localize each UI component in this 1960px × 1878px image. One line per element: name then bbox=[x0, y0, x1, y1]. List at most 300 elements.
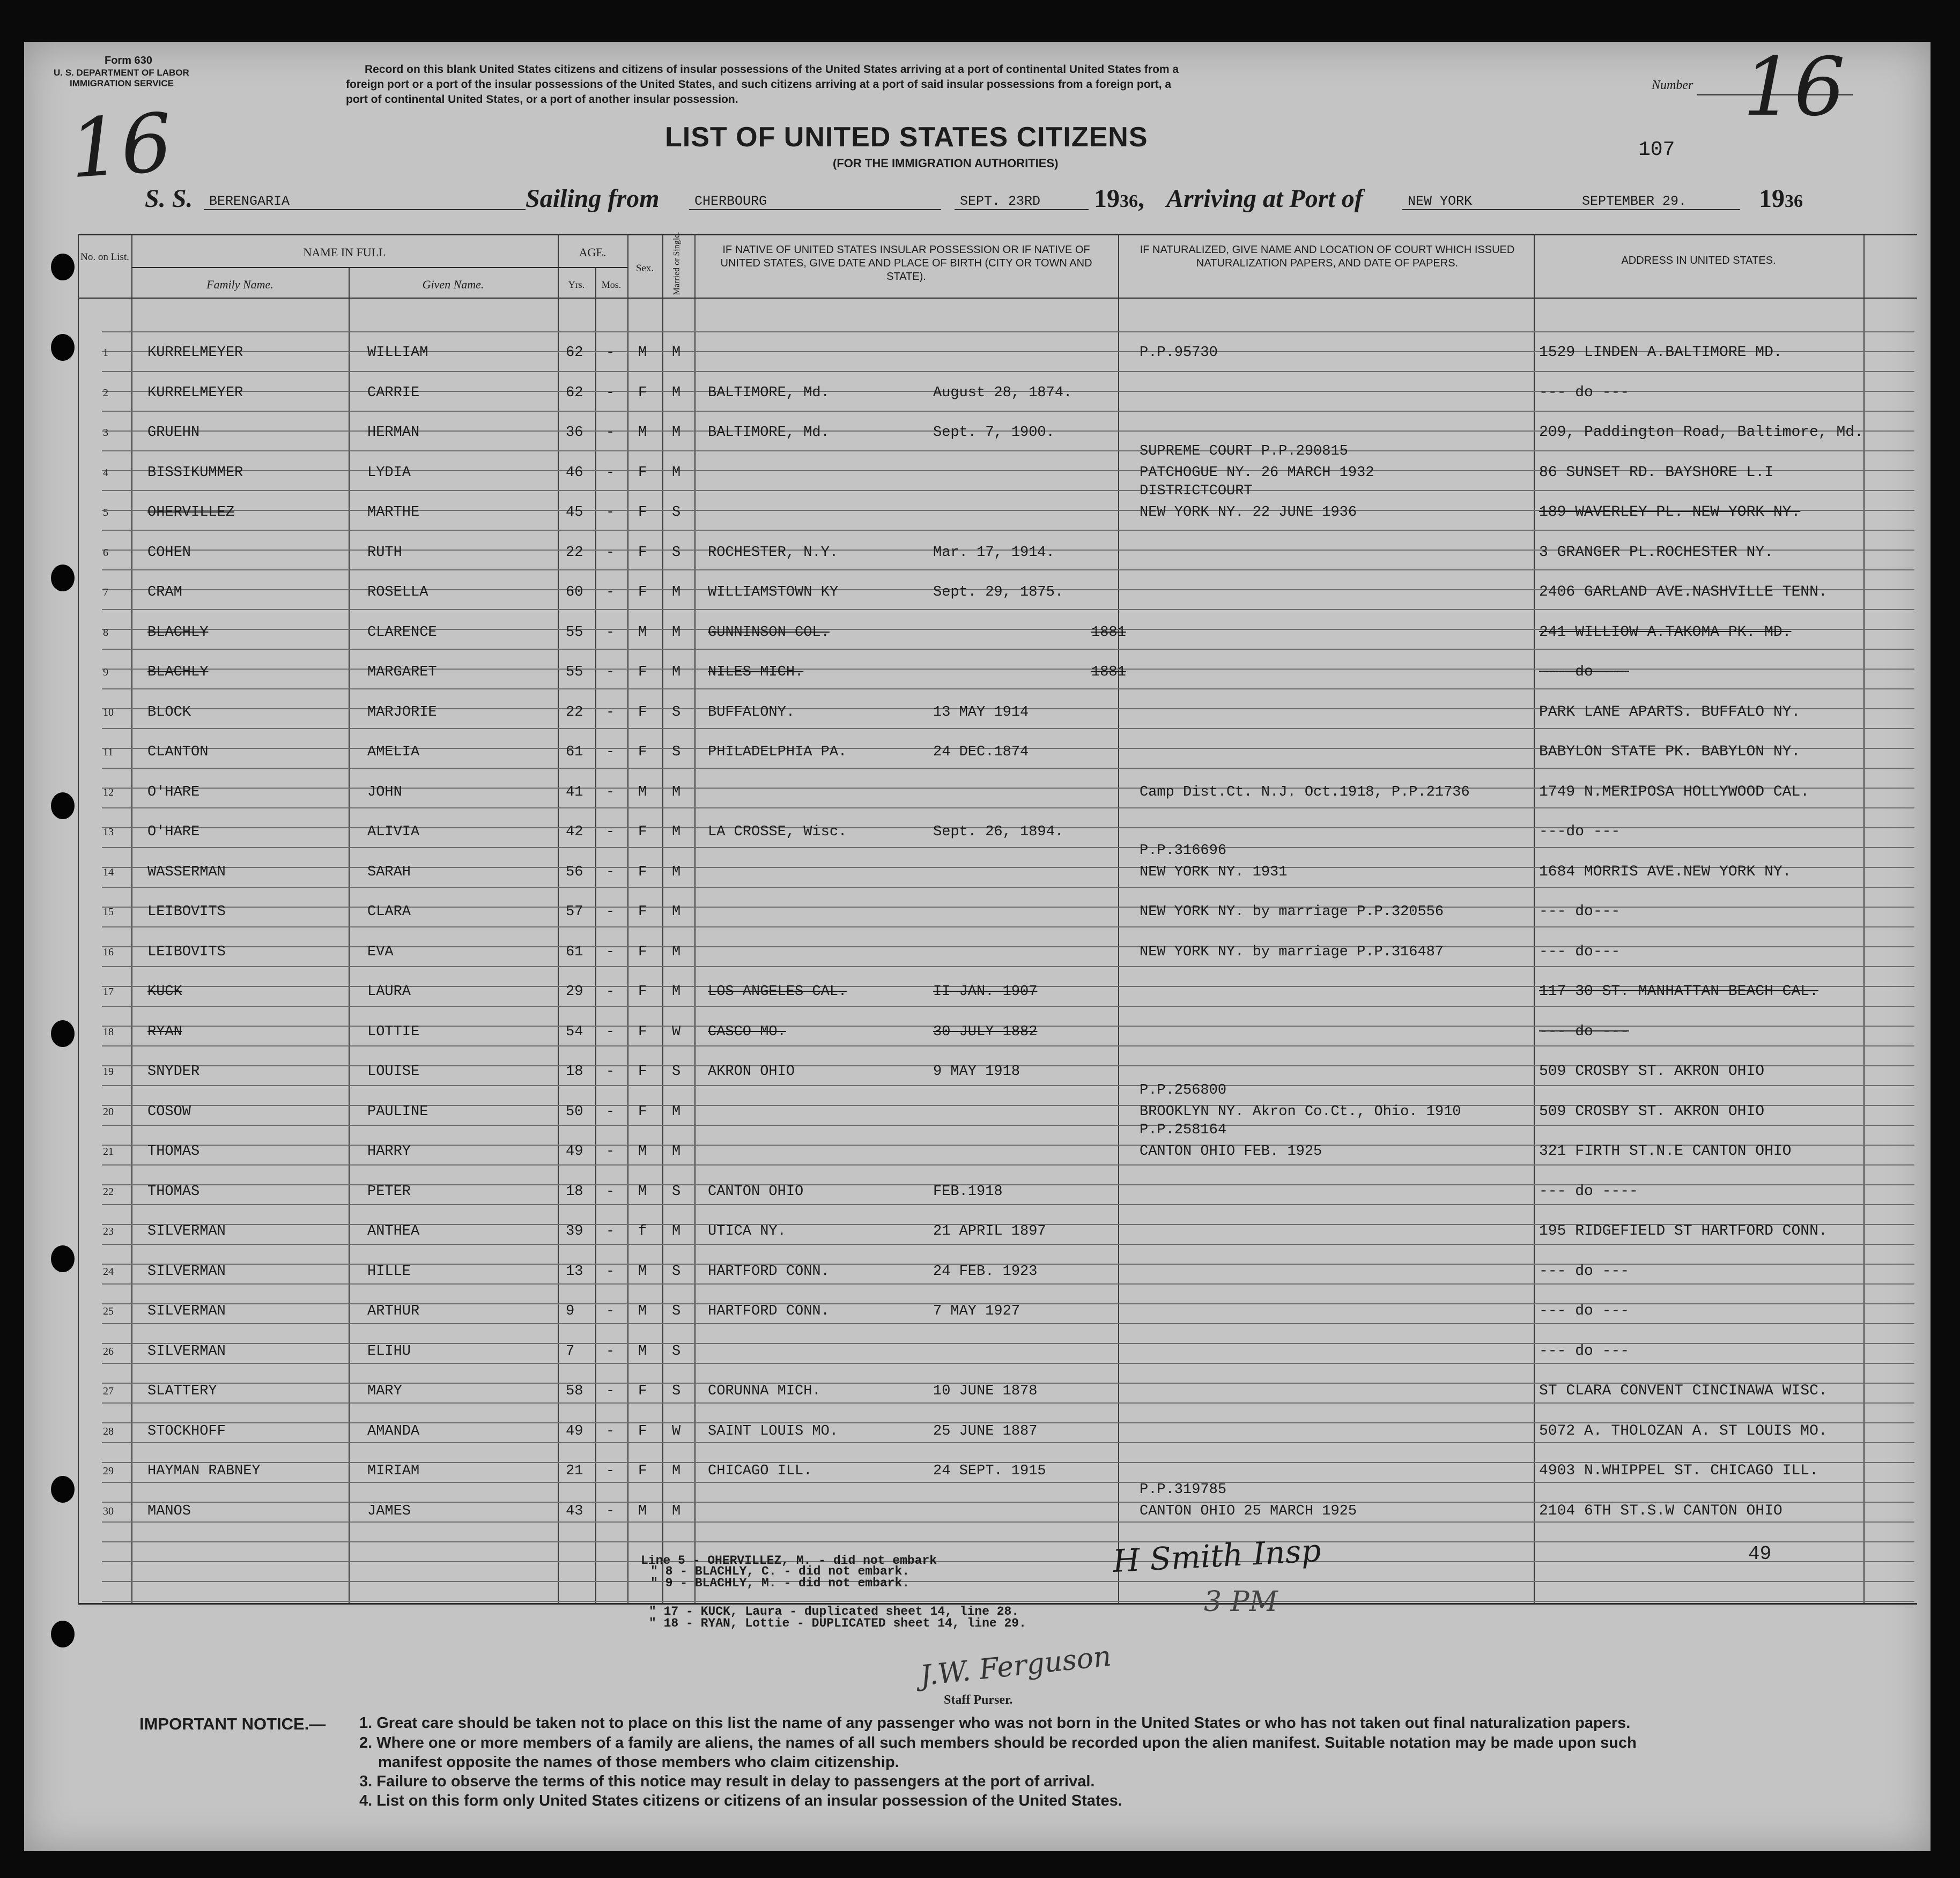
cell-no: 28 bbox=[103, 1425, 114, 1437]
cell-age: 9 bbox=[566, 1303, 575, 1319]
cell-sex: M bbox=[638, 1263, 647, 1280]
cell-age: 18 bbox=[566, 1183, 583, 1200]
cell-sex: F bbox=[638, 1423, 647, 1439]
cell-family: RYAN bbox=[147, 1023, 182, 1040]
cell-age: 36 bbox=[566, 425, 583, 441]
cell-nat2: NEW YORK NY. 22 JUNE 1936 bbox=[1140, 504, 1357, 521]
cell-no: 25 bbox=[103, 1305, 114, 1317]
cell-family: SILVERMAN bbox=[147, 1303, 226, 1319]
punch-hole bbox=[51, 1621, 75, 1647]
punch-hole bbox=[51, 565, 75, 591]
cell-ms: M bbox=[672, 1103, 681, 1120]
inspector-signature: H Smith Insp bbox=[1112, 1532, 1322, 1580]
cell-given: LOUISE bbox=[367, 1064, 420, 1080]
cell-ms: M bbox=[672, 384, 681, 401]
sailing-underline bbox=[689, 209, 941, 210]
cell-given: AMANDA bbox=[367, 1423, 420, 1439]
ruled-line bbox=[102, 1402, 1914, 1404]
ruled-line bbox=[102, 1581, 1914, 1582]
cell-address: 86 SUNSET RD. BAYSHORE L.I bbox=[1539, 464, 1773, 481]
cell-given: JAMES bbox=[367, 1503, 411, 1519]
cell-ms: M bbox=[672, 345, 681, 361]
cell-ms: M bbox=[672, 425, 681, 441]
cell-address: --- do --- bbox=[1539, 1303, 1630, 1319]
sailing-date-underline bbox=[955, 209, 1089, 210]
ruled-line bbox=[102, 1085, 1914, 1086]
cell-age: 56 bbox=[566, 864, 583, 880]
cell-no: 14 bbox=[103, 866, 114, 878]
cell-no: 18 bbox=[103, 1026, 114, 1038]
cell-address: 1684 MORRIS AVE.NEW YORK NY. bbox=[1539, 863, 1792, 880]
purser-signature: J.W. Ferguson bbox=[918, 1640, 1113, 1693]
cell-birth-place: UTICA NY. bbox=[708, 1223, 786, 1239]
cell-birth-date: 1881 bbox=[1091, 664, 1126, 680]
cell-family: HAYMAN RABNEY bbox=[147, 1463, 261, 1479]
cell-age: 21 bbox=[566, 1463, 583, 1479]
cell-ms: S bbox=[672, 744, 681, 760]
cell-mos: - bbox=[606, 1263, 615, 1280]
ruled-line bbox=[102, 331, 1914, 332]
cell-mos: - bbox=[606, 1064, 615, 1080]
cell-address: 1529 LINDEN A.BALTIMORE MD. bbox=[1539, 344, 1783, 361]
cell-given: CARRIE bbox=[367, 384, 420, 401]
col-divider-birth bbox=[1118, 234, 1119, 1603]
cell-nat2: CANTON OHIO 25 MARCH 1925 bbox=[1140, 1503, 1357, 1519]
ruled-line bbox=[102, 1482, 1914, 1483]
notice-item-1: 1. Great care should be taken not to place on this list the name of any passenger who was not born in the United States or who has not taken out final naturalization papers. bbox=[359, 1714, 1631, 1732]
arrival-date: SEPTEMBER 29. bbox=[1582, 194, 1687, 209]
cell-sex: F bbox=[638, 544, 647, 561]
ruled-line bbox=[102, 887, 1914, 888]
cell-given: PETER bbox=[367, 1183, 411, 1200]
cell-ms: M bbox=[672, 664, 681, 680]
name-subheader-line bbox=[131, 267, 558, 268]
cell-sex: M bbox=[638, 624, 647, 641]
ruled-line bbox=[102, 768, 1914, 769]
cell-birth-date: 1881 bbox=[1091, 624, 1126, 641]
cell-family: CLANTON bbox=[147, 744, 209, 760]
cell-family: GRUEHN bbox=[147, 425, 200, 441]
col-divider-address bbox=[1863, 234, 1865, 1603]
cell-age: 61 bbox=[566, 744, 583, 760]
cell-given: ALIVIA bbox=[367, 824, 420, 840]
ruled-line bbox=[102, 1323, 1914, 1324]
ruled-line bbox=[102, 1045, 1914, 1046]
cell-sex: F bbox=[638, 664, 647, 680]
header-naturalized: IF NATURALIZED, GIVE NAME AND LOCATION OF COURT WHICH ISSUED NATURALIZATION PAPERS, AND DATE OF PAPERS. bbox=[1140, 244, 1515, 269]
cell-given: EVA bbox=[367, 944, 394, 960]
ship-name: BERENGARIA bbox=[209, 194, 290, 209]
cell-birth-place: CANTON OHIO bbox=[708, 1183, 804, 1200]
arrival-port: NEW YORK bbox=[1408, 194, 1473, 209]
cell-address: --- do--- bbox=[1539, 943, 1621, 960]
note-line: " 8 - BLACHLY, C. - did not embark. bbox=[650, 1564, 910, 1578]
ruled-line bbox=[102, 609, 1914, 610]
cell-ms: S bbox=[672, 1183, 681, 1200]
header-bottom-border bbox=[78, 298, 1917, 299]
ruled-line bbox=[102, 1521, 1914, 1523]
cell-address: --- do --- bbox=[1539, 664, 1630, 680]
header-yrs: Yrs. bbox=[568, 279, 585, 290]
cell-address: --- do --- bbox=[1539, 1023, 1630, 1040]
sailing-year: 1936, bbox=[1094, 184, 1144, 213]
cell-ms: S bbox=[672, 1303, 681, 1319]
form-title: LIST OF UNITED STATES CITIZENS bbox=[665, 122, 1148, 153]
cell-sex: F bbox=[638, 864, 647, 880]
cell-no: 29 bbox=[103, 1465, 114, 1477]
cell-given: MARTHE bbox=[367, 504, 420, 521]
ruled-line bbox=[102, 1283, 1914, 1285]
cell-birth-place: HARTFORD CONN. bbox=[708, 1263, 830, 1280]
cell-no: 21 bbox=[103, 1146, 114, 1157]
cell-nat1: Camp Dist.Ct. N.J. Oct.1918, P.P.21736 bbox=[1140, 784, 1470, 800]
cell-given: ANTHEA bbox=[367, 1223, 420, 1239]
number-value: 16 bbox=[1743, 41, 1845, 134]
note-line: " 17 - KUCK, Laura - duplicated sheet 14, line 28. bbox=[649, 1605, 1019, 1619]
cell-address: 2104 6TH ST.S.W CANTON OHIO bbox=[1539, 1502, 1783, 1519]
cell-sex: M bbox=[638, 1183, 647, 1200]
cell-family: LEIBOVITS bbox=[147, 944, 226, 960]
ruled-line bbox=[102, 1363, 1914, 1364]
punch-hole bbox=[51, 1020, 75, 1047]
cell-address: 209, Paddington Road, Baltimore, Md. bbox=[1539, 424, 1863, 441]
ruled-line bbox=[102, 847, 1914, 848]
dept-line-2: IMMIGRATION SERVICE bbox=[70, 78, 174, 88]
cell-family: THOMAS bbox=[147, 1144, 200, 1160]
cell-mos: - bbox=[606, 704, 615, 721]
cell-given: CLARENCE bbox=[367, 624, 437, 641]
cell-birth-place: BUFFALONY. bbox=[708, 704, 795, 721]
cell-mos: - bbox=[606, 1463, 615, 1479]
cell-birth-date: 24 DEC.1874 bbox=[933, 744, 1029, 760]
header-mos: Mos. bbox=[601, 279, 622, 290]
cell-age: 50 bbox=[566, 1103, 583, 1120]
cell-family: SILVERMAN bbox=[147, 1223, 226, 1239]
cell-ms: M bbox=[672, 824, 681, 840]
cell-sex: F bbox=[638, 1103, 647, 1120]
ruled-line bbox=[102, 490, 1914, 491]
cell-mos: - bbox=[606, 384, 615, 401]
cell-nat1: P.P.258164 bbox=[1140, 1122, 1227, 1138]
cell-age: 22 bbox=[566, 544, 583, 561]
cell-ms: M bbox=[672, 944, 681, 960]
manifest-sheet bbox=[24, 42, 1931, 1851]
punch-hole bbox=[51, 792, 75, 819]
header-address: ADDRESS IN UNITED STATES. bbox=[1621, 255, 1776, 266]
cell-address: 3 GRANGER PL.ROCHESTER NY. bbox=[1539, 544, 1773, 561]
cell-address: 2406 GARLAND AVE.NASHVILLE TENN. bbox=[1539, 584, 1828, 600]
cell-given: HILLE bbox=[367, 1263, 411, 1280]
cell-nat1: P.P.256800 bbox=[1140, 1082, 1227, 1098]
cell-no: 6 bbox=[103, 546, 108, 559]
cell-address: BABYLON STATE PK. BABYLON NY. bbox=[1539, 744, 1801, 760]
number-label: Number bbox=[1652, 78, 1693, 92]
cell-sex: M bbox=[638, 1144, 647, 1160]
cell-age: 54 bbox=[566, 1023, 583, 1040]
cell-age: 60 bbox=[566, 584, 583, 600]
cell-address: 195 RIDGEFIELD ST HARTFORD CONN. bbox=[1539, 1223, 1828, 1239]
table-top-border bbox=[78, 234, 1917, 235]
cell-given: LYDIA bbox=[367, 464, 411, 481]
cell-address: 509 CROSBY ST. AKRON OHIO bbox=[1539, 1103, 1765, 1120]
ruled-line bbox=[102, 1561, 1914, 1562]
cell-mos: - bbox=[606, 544, 615, 561]
cell-ms: M bbox=[672, 904, 681, 920]
cell-no: 22 bbox=[103, 1185, 114, 1198]
cell-sex: F bbox=[638, 904, 647, 920]
cell-sex: f bbox=[638, 1223, 647, 1239]
cell-age: 57 bbox=[566, 904, 583, 920]
cell-given: SARAH bbox=[367, 864, 411, 880]
cell-birth-date: 24 FEB. 1923 bbox=[933, 1263, 1038, 1280]
punch-hole bbox=[51, 1245, 75, 1272]
cell-given: ROSELLA bbox=[367, 584, 428, 600]
notice-item-3: 3. Failure to observe the terms of this notice may result in delay to passengers at the port of arrival. bbox=[359, 1773, 1095, 1790]
cell-given: LOTTIE bbox=[367, 1023, 420, 1040]
cell-address: PARK LANE APARTS. BUFFALO NY. bbox=[1539, 703, 1801, 721]
cell-age: 45 bbox=[566, 504, 583, 521]
note-line: " 18 - RYAN, Lottie - DUPLICATED sheet 14, line 29. bbox=[649, 1616, 1026, 1630]
cell-given: CLARA bbox=[367, 904, 411, 920]
cell-ms: M bbox=[672, 1463, 681, 1479]
notice-item-2-cont: manifest opposite the names of those members who claim citizenship. bbox=[378, 1754, 899, 1771]
cell-age: 49 bbox=[566, 1144, 583, 1160]
cell-birth-date: FEB.1918 bbox=[933, 1183, 1003, 1200]
cell-family: KUCK bbox=[147, 984, 182, 1000]
cell-age: 55 bbox=[566, 664, 583, 680]
cell-ms: M bbox=[672, 864, 681, 880]
cell-birth-place: CHICAGO ILL. bbox=[708, 1463, 812, 1479]
cell-birth-place: GUNNINSON COL. bbox=[708, 624, 830, 641]
cell-given: WILLIAM bbox=[367, 345, 428, 361]
cell-given: JOHN bbox=[367, 784, 402, 800]
cell-age: 42 bbox=[566, 824, 583, 840]
ship-underline bbox=[204, 209, 526, 210]
notice-item-4: 4. List on this form only United States citizens or citizens of an insular possession of the United States. bbox=[359, 1792, 1122, 1809]
cell-address: 4903 N.WHIPPEL ST. CHICAGO ILL. bbox=[1539, 1463, 1818, 1479]
cell-no: 24 bbox=[103, 1265, 114, 1278]
cell-no: 7 bbox=[103, 587, 108, 598]
cell-sex: M bbox=[638, 784, 647, 800]
cell-mos: - bbox=[606, 1503, 615, 1519]
cell-age: 55 bbox=[566, 624, 583, 641]
cell-birth-place: PHILADELPHIA PA. bbox=[708, 744, 847, 760]
cell-age: 13 bbox=[566, 1263, 583, 1280]
ruled-line bbox=[102, 688, 1914, 689]
cell-age: 58 bbox=[566, 1383, 583, 1399]
cell-sex: F bbox=[638, 504, 647, 521]
cell-address: 321 FIRTH ST.N.E CANTON OHIO bbox=[1539, 1143, 1792, 1160]
col-divider-sex bbox=[662, 234, 663, 1603]
cell-sex: F bbox=[638, 584, 647, 600]
cell-address: 1749 N.MERIPOSA HOLLYWOOD CAL. bbox=[1539, 783, 1810, 800]
ss-label: S. S. bbox=[145, 184, 193, 213]
header-family-name: Family Name. bbox=[206, 278, 273, 291]
cell-family: THOMAS bbox=[147, 1183, 200, 1200]
cell-birth-place: ROCHESTER, N.Y. bbox=[708, 544, 839, 561]
header-sex: Sex. bbox=[635, 263, 654, 274]
cell-nat1: P.P.319785 bbox=[1140, 1481, 1227, 1498]
cell-age: 41 bbox=[566, 784, 583, 800]
cell-nat2: NEW YORK NY. 1931 bbox=[1140, 864, 1288, 880]
corner-handwritten-number: 16 bbox=[66, 96, 175, 197]
ruled-line bbox=[102, 966, 1914, 967]
cell-family: KURRELMEYER bbox=[147, 345, 243, 361]
cell-birth-date: Mar. 17, 1914. bbox=[933, 544, 1055, 561]
cell-address: 5072 A. THOLOZAN A. ST LOUIS MO. bbox=[1539, 1422, 1828, 1439]
cell-given: PAULINE bbox=[367, 1103, 428, 1120]
cell-age: 39 bbox=[566, 1223, 583, 1239]
cell-age: 46 bbox=[566, 464, 583, 481]
header-no: No. on List. bbox=[80, 251, 129, 263]
dept-line-1: U. S. DEPARTMENT OF LABOR bbox=[54, 68, 189, 78]
cell-no: 26 bbox=[103, 1345, 114, 1357]
cell-nat1: P.P.316696 bbox=[1140, 842, 1227, 859]
form-subtitle: (FOR THE IMMIGRATION AUTHORITIES) bbox=[833, 157, 1059, 170]
cell-address: 117 30 ST. MANHATTAN BEACH CAL. bbox=[1539, 983, 1818, 1000]
handwritten-time: 3 PM bbox=[1204, 1586, 1278, 1618]
cell-birth-place: WILLIAMSTOWN KY bbox=[708, 584, 839, 600]
stamp-number: 107 bbox=[1638, 138, 1675, 161]
col-divider-given bbox=[558, 234, 559, 1603]
cell-no: 3 bbox=[103, 427, 108, 439]
cell-sex: M bbox=[638, 345, 647, 361]
cell-mos: - bbox=[606, 464, 615, 481]
arriving-label: Arriving at Port of bbox=[1166, 184, 1363, 213]
cell-family: COSOW bbox=[147, 1103, 191, 1120]
cell-mos: - bbox=[606, 824, 615, 840]
cell-birth-place: NILES MICH. bbox=[708, 664, 804, 680]
cell-mos: - bbox=[606, 624, 615, 641]
cell-given: MIRIAM bbox=[367, 1463, 420, 1479]
cell-nat1: SUPREME COURT P.P.290815 bbox=[1140, 443, 1348, 459]
cell-given: ELIHU bbox=[367, 1343, 411, 1360]
cell-nat1: P.P.95730 bbox=[1140, 345, 1218, 361]
ruled-line bbox=[102, 1164, 1914, 1166]
header-birth: IF NATIVE OF UNITED STATES INSULAR POSSESSION OR IF NATIVE OF UNITED STATES, GIVE DATE AND PLACE OF BIRTH (CITY OR TOWN AND STATE). bbox=[720, 244, 1092, 283]
cell-age: 22 bbox=[566, 704, 583, 721]
col-divider-no bbox=[131, 234, 132, 1603]
cell-no: 11 bbox=[103, 746, 114, 758]
cell-sex: F bbox=[638, 464, 647, 481]
cell-birth-place: SAINT LOUIS MO. bbox=[708, 1423, 839, 1439]
note-line: Line 5 - OHERVILLEZ, M. - did not embark bbox=[641, 1554, 937, 1568]
cell-age: 18 bbox=[566, 1064, 583, 1080]
cell-no: 13 bbox=[103, 826, 114, 838]
header-given-name: Given Name. bbox=[422, 278, 484, 291]
cell-mos: - bbox=[606, 1223, 615, 1239]
cell-given: AMELIA bbox=[367, 744, 420, 760]
cell-family: BLOCK bbox=[147, 704, 191, 721]
ruled-line bbox=[102, 1204, 1914, 1205]
col-divider-nat bbox=[1534, 234, 1535, 1603]
cell-given: LAURA bbox=[367, 984, 411, 1000]
cell-given: MARGARET bbox=[367, 664, 437, 680]
cell-mos: - bbox=[606, 664, 615, 680]
cell-no: 8 bbox=[103, 626, 108, 639]
ruled-line bbox=[102, 649, 1914, 650]
cell-given: HERMAN bbox=[367, 425, 420, 441]
cell-birth-date: 25 JUNE 1887 bbox=[933, 1423, 1038, 1439]
cell-sex: F bbox=[638, 944, 647, 960]
cell-sex: M bbox=[638, 1503, 647, 1519]
cell-birth-date: II JAN. 1907 bbox=[933, 984, 1038, 1000]
cell-mos: - bbox=[606, 1023, 615, 1040]
cell-mos: - bbox=[606, 944, 615, 960]
age-subheader-line bbox=[558, 267, 627, 268]
cell-age: 49 bbox=[566, 1423, 583, 1439]
cell-age: 43 bbox=[566, 1503, 583, 1519]
punch-hole bbox=[51, 334, 75, 361]
table-left-border bbox=[78, 234, 79, 1604]
cell-birth-date: 7 MAY 1927 bbox=[933, 1303, 1020, 1319]
page-count: 49 bbox=[1748, 1543, 1772, 1565]
cell-birth-date: 13 MAY 1914 bbox=[933, 704, 1029, 721]
cell-birth-date: 21 APRIL 1897 bbox=[933, 1223, 1046, 1239]
cell-given: MARY bbox=[367, 1383, 402, 1399]
cell-mos: - bbox=[606, 904, 615, 920]
staff-purser-label: Staff Purser. bbox=[944, 1693, 1013, 1707]
cell-address: --- do --- bbox=[1539, 1342, 1630, 1360]
cell-ms: M bbox=[672, 624, 681, 641]
cell-mos: - bbox=[606, 1144, 615, 1160]
ruled-line bbox=[102, 1244, 1914, 1245]
cell-nat1: NEW YORK NY. by marriage P.P.316487 bbox=[1140, 944, 1444, 960]
cell-age: 61 bbox=[566, 944, 583, 960]
cell-birth-date: August 28, 1874. bbox=[933, 384, 1073, 401]
cell-sex: F bbox=[638, 384, 647, 401]
cell-birth-place: BALTIMORE, Md. bbox=[708, 425, 830, 441]
cell-family: STOCKHOFF bbox=[147, 1423, 226, 1439]
cell-birth-date: Sept. 26, 1894. bbox=[933, 824, 1064, 840]
cell-family: BLACHLY bbox=[147, 624, 209, 641]
cell-family: SILVERMAN bbox=[147, 1263, 226, 1280]
ruled-line bbox=[102, 1442, 1914, 1443]
cell-ms: M bbox=[672, 1223, 681, 1239]
cell-family: MANOS bbox=[147, 1503, 191, 1519]
cell-given: HARRY bbox=[367, 1144, 411, 1160]
cell-birth-place: AKRON OHIO bbox=[708, 1064, 795, 1080]
cell-mos: - bbox=[606, 1303, 615, 1319]
record-text-1: Record on this blank United States citizens and citizens of insular possessions of the United States arriving at a port of continental United States from a bbox=[365, 63, 1179, 76]
cell-ms: S bbox=[672, 544, 681, 561]
note-line: " 9 - BLACHLY, M. - did not embark. bbox=[650, 1576, 910, 1590]
cell-birth-date: 9 MAY 1918 bbox=[933, 1064, 1020, 1080]
cell-sex: F bbox=[638, 1383, 647, 1399]
cell-no: 20 bbox=[103, 1105, 114, 1118]
cell-mos: - bbox=[606, 1423, 615, 1439]
cell-birth-place: LOS ANGELES CAL. bbox=[708, 984, 847, 1000]
cell-address: --- do--- bbox=[1539, 903, 1621, 920]
cell-ms: W bbox=[672, 1423, 681, 1439]
cell-family: COHEN bbox=[147, 544, 191, 561]
cell-family: CRAM bbox=[147, 584, 182, 600]
punch-hole bbox=[51, 254, 75, 280]
cell-mos: - bbox=[606, 864, 615, 880]
form-number: Form 630 bbox=[105, 55, 152, 66]
cell-sex: F bbox=[638, 1064, 647, 1080]
cell-age: 7 bbox=[566, 1343, 575, 1360]
cell-no: 15 bbox=[103, 906, 114, 918]
cell-mos: - bbox=[606, 1343, 615, 1360]
cell-ms: S bbox=[672, 704, 681, 721]
cell-address: ---do --- bbox=[1539, 823, 1621, 840]
ruled-line bbox=[102, 450, 1914, 451]
cell-sex: F bbox=[638, 1463, 647, 1479]
cell-mos: - bbox=[606, 744, 615, 760]
cell-no: 9 bbox=[103, 666, 108, 678]
cell-address: ST CLARA CONVENT CINCINAWA WISC. bbox=[1539, 1383, 1828, 1399]
